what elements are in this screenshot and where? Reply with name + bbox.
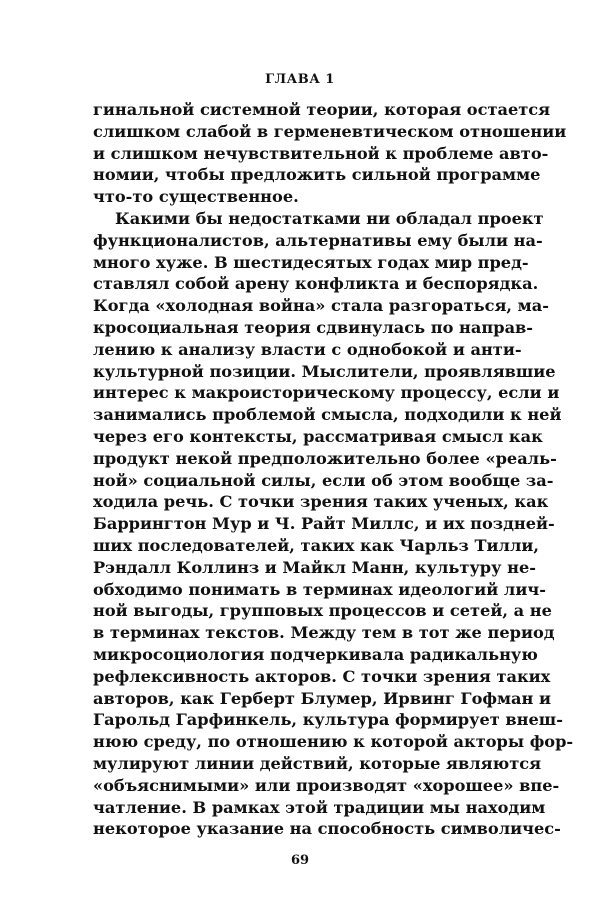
text-line: ходила речь. С точки зрения таких ученых, как (93, 492, 549, 512)
text-line: Какими бы недостатками ни обладал проект (115, 208, 544, 228)
text-line: занимались проблемой смысла, подходили к ней (93, 405, 562, 425)
text-line: Когда «холодная война» стала разгораться, ма- (93, 296, 549, 316)
text-line: функционалистов, альтернативы ему были на- (93, 230, 543, 250)
text-line: рефлексивность акторов. С точки зрения таких (93, 666, 551, 686)
text-line: чатление. В рамках этой традиции мы находим (93, 797, 546, 817)
text-line: микросоциология подчеркивала радикальную (93, 644, 538, 664)
text-line: в терминах текстов. Между тем в тот же период (93, 623, 555, 643)
text-line: Баррингтон Мур и Ч. Райт Миллс, и их поздней- (93, 514, 555, 534)
text-line: и слишком нечувствительной к проблеме авто- (93, 143, 549, 163)
text-line: культурной позиции. Мыслители, проявлявшие (93, 361, 556, 381)
text-line: номии, чтобы предложить сильной программе (93, 165, 541, 185)
text-line: некоторое указание на способность символичес- (93, 819, 561, 839)
text-line: много хуже. В шестидесятых годах мир пред- (93, 252, 529, 272)
text-line: ших последователей, таких как Чарльз Тилли, (93, 535, 540, 555)
text-line: обходимо понимать в терминах идеологий лич- (93, 579, 546, 599)
body-text (93, 99, 574, 840)
text-line: ной» социальной силы, если об этом вообще за- (93, 470, 554, 490)
text-line: ставлял собой арену конфликта и беспорядка. (93, 274, 539, 294)
page-number: 69 (290, 853, 310, 868)
text-line: «объяснимыми» или производят «хорошее» впе- (93, 775, 560, 795)
text-line: гинальной системной теории, которая остается (93, 100, 551, 119)
text-line: ной выгоды, групповых процессов и сетей, а не (93, 601, 552, 621)
text-line: нюю среду, по отношению к которой акторы фор- (93, 732, 574, 752)
text-line: Рэндалл Коллинз и Майкл Манн, культуру не- (93, 557, 536, 577)
text-line: кросоциальная теория сдвинулась по направ- (93, 317, 534, 337)
text-line: мулируют линии действий, которые являются (93, 753, 542, 773)
text-line: слишком слабой в герменевтическом отношении (93, 121, 567, 141)
text-line: Гарольд Гарфинкель, культура формирует внеш- (93, 710, 563, 730)
text-line: интерес к макроисторическому процессу, если и (93, 383, 560, 403)
text-line: авторов, как Герберт Блумер, Ирвинг Гофман и (93, 688, 552, 708)
text-line: лению к анализу власти с однобокой и анти- (93, 339, 522, 359)
text-line: через его контексты, рассматривая смысл как (93, 426, 543, 446)
text-line: продукт некой предположительно более «реаль- (93, 448, 557, 468)
text-line: что-то существенное. (93, 187, 299, 207)
running-header: ГЛАВА 1 (265, 72, 335, 87)
